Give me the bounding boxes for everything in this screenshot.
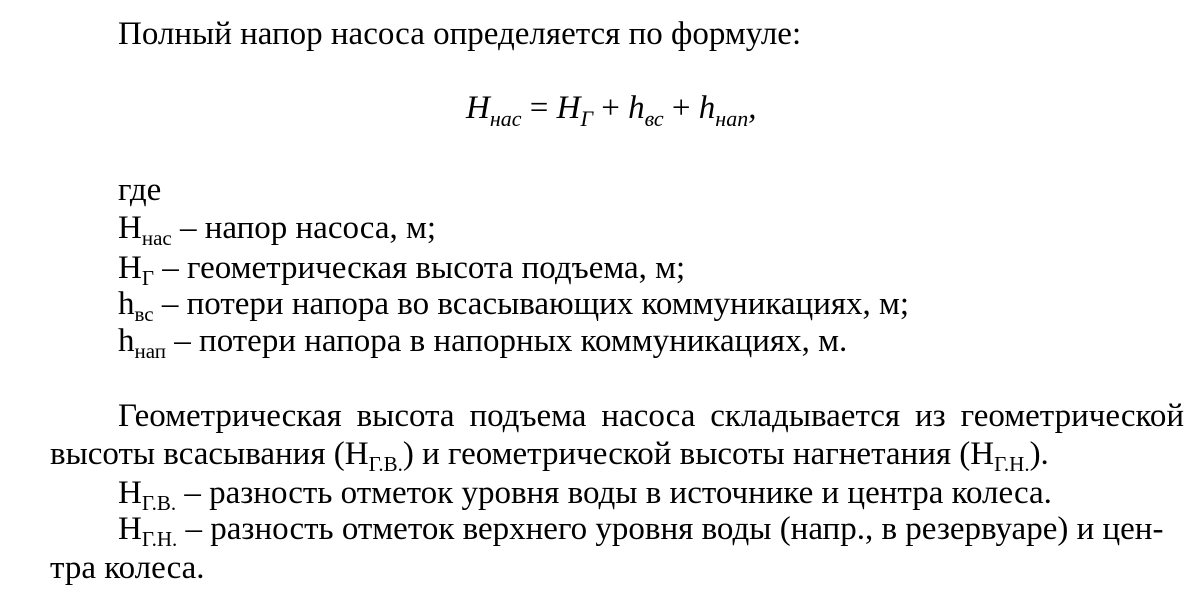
hgn-definition-continuation: тра колеса. bbox=[50, 550, 205, 586]
paragraph-line bbox=[50, 436, 1049, 476]
def-symbol: H bbox=[118, 475, 142, 511]
def-symbol: h bbox=[118, 286, 135, 322]
formula-equals: = bbox=[521, 90, 557, 126]
formula-HG: H bbox=[556, 90, 581, 126]
formula-HG-sub: Г bbox=[580, 106, 594, 131]
pump-head-formula bbox=[466, 90, 757, 131]
def-text: – разность отметок уровня воды в источнике и центра колеса. bbox=[176, 475, 1052, 511]
def-text: – потери напора в напорных коммуникациях, м. bbox=[166, 323, 848, 359]
paragraph-sub: Г.В. bbox=[368, 452, 403, 476]
paragraph-line: Геометрическая высота подъема насоса складывается из геометрической bbox=[118, 398, 1184, 434]
formula-h-nap-sub: нап bbox=[715, 106, 749, 131]
definition-item bbox=[118, 250, 686, 290]
def-symbol: h bbox=[118, 323, 135, 359]
paragraph-text: высоты всасывания (H bbox=[50, 436, 369, 472]
def-text: – потери напора во всасывающих коммуникациях, м; bbox=[153, 286, 910, 322]
paragraph-text: ) и геометрической высоты нагнетания (H bbox=[402, 436, 995, 472]
paragraph-sub: Г.Н. bbox=[994, 452, 1030, 476]
definition-item bbox=[118, 323, 848, 363]
def-symbol-sub: Г.В. bbox=[141, 491, 177, 515]
definition-item bbox=[118, 210, 437, 250]
hgv-definition bbox=[118, 475, 1052, 515]
def-text: – разность отметок верхнего уровня воды (напр., в резервуаре) и цен- bbox=[177, 511, 1164, 547]
intro-text: Полный напор насоса определяется по формуле: bbox=[118, 16, 802, 52]
formula-h-vs: h bbox=[628, 90, 645, 126]
formula-comma: , bbox=[748, 90, 757, 126]
paragraph-text: ). bbox=[1029, 436, 1049, 472]
def-symbol-sub: Г bbox=[141, 266, 154, 290]
def-text: – напор насоса, м; bbox=[171, 210, 437, 246]
formula-plus: + bbox=[593, 90, 629, 126]
def-symbol: H bbox=[118, 250, 142, 286]
formula-H-sub: нас bbox=[489, 106, 522, 131]
formula-h-vs-sub: вс bbox=[644, 106, 664, 131]
def-symbol-sub: вс bbox=[134, 302, 154, 326]
definition-item bbox=[118, 286, 910, 326]
def-symbol-sub: нас bbox=[141, 226, 172, 250]
def-symbol: H bbox=[118, 511, 142, 547]
formula-h-nap: h bbox=[698, 90, 716, 126]
hgn-definition bbox=[118, 511, 1164, 551]
where-label: где bbox=[118, 172, 162, 208]
def-symbol-sub: Г.Н. bbox=[141, 527, 178, 551]
def-symbol: H bbox=[118, 210, 142, 246]
def-symbol-sub: нап bbox=[134, 339, 167, 363]
formula-plus: + bbox=[663, 90, 699, 126]
formula-H: H bbox=[466, 90, 490, 126]
def-text: – геометрическая высота подъема, м; bbox=[153, 250, 686, 286]
